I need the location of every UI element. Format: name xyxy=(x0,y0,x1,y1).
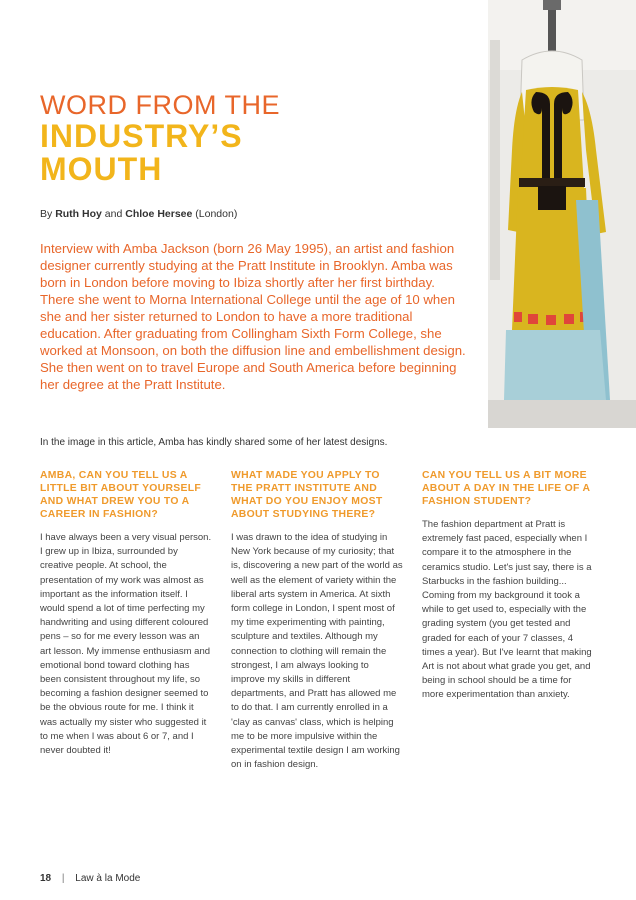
publication-name: Law à la Mode xyxy=(75,873,141,884)
page-number: 18 xyxy=(40,873,52,884)
column-3 xyxy=(422,469,594,703)
photo-dress-illustration xyxy=(488,0,636,428)
column-2 xyxy=(231,469,403,772)
question-heading-3: CAN YOU TELL US A BIT MORE ABOUT A DAY IN THE LIFE OF A FASHION STUDENT? xyxy=(422,470,590,507)
article-title xyxy=(40,90,460,186)
title-line-2: INDUSTRY’S xyxy=(40,118,243,154)
intro-paragraph: Interview with Amba Jackson (born 26 May 1995), an artist and fashion designer currently studying at the Pratt Institute in Brooklyn. Amba was born in London before moving to Ibiza shortly after her first birthday. There she went to Morna International College until the age of 10 when she and her sister returned to London to have a more traditional education. After graduating from Collingham Sixth Form College, she worked at Monsoon, on both the diffusion line and embellishment design. She then went on to travel Europe and South America before beginning her degree at the Pratt Institute. xyxy=(40,241,466,392)
page-footer xyxy=(40,873,140,884)
answer-body-1: I have always been a very visual person. I grew up in Ibiza, surrounded by creative people. At school, the presentation of my work was almost as important as the information itself. I would spend a lot of time perfecting my handwriting and using different coloured pens – so for me every lesson was an art lesson. My immense enthusiasm and emotional bond toward clothing has been consistent throughout my life, so becoming a fashion designer seemed to be the obvious route for me. I think it was actually my sister who suggested it to me when I was about 6 or 7, and I never doubted it! xyxy=(40,532,212,757)
author-1: Ruth Hoy xyxy=(55,208,102,220)
byline-and: and xyxy=(104,208,123,220)
column-1 xyxy=(40,469,212,758)
answer-body-3: The fashion department at Pratt is extremely fast paced, especially when I compare it to the atmosphere in the ceramics studio. Let's just say, there is a Starbucks in the fashion building... Coming from my background it took a while to get used to, especially with the grading system (you get tested and graded for each of your 7 classes, 4 times a year). But I've learnt that making Art is not about what grade you get, and being in school should be a time for more experimentation than anxiety. xyxy=(422,519,592,701)
footer-separator: | xyxy=(61,873,65,884)
byline-prefix: By xyxy=(40,208,53,220)
question-heading-2: WHAT MADE YOU APPLY TO THE PRATT INSTITUTE AND WHAT DO YOU ENJOY MOST ABOUT STUDYING THERE? xyxy=(231,470,383,520)
question-heading-1: AMBA, CAN YOU TELL US A LITTLE BIT ABOUT YOURSELF AND WHAT DREW YOU TO A CAREER IN FASHION? xyxy=(40,470,202,520)
title-line-1: WORD FROM THE xyxy=(40,90,280,120)
title-line-3: MOUTH xyxy=(40,151,163,187)
byline-location: (London) xyxy=(195,208,238,220)
answer-body-2: I was drawn to the idea of studying in New York because of my curiosity; that is, discovering a new part of the world as well as the element of variety within the liberal arts system in America. At sixth form college in London, I spent most of my time experimenting with painting, sculpture and textiles. Although my connection to clothing will remain the strongest, I am always looking to improve my skills in different departments, and Pratt has allowed me to do that. I am currently enrolled in a 'clay as canvas' class, which is helping me to be more impulsive within the experimental textile design I am working on in fashion design. xyxy=(231,532,403,771)
author-2: Chloe Hersee xyxy=(125,208,193,220)
dress-photo xyxy=(488,0,636,428)
byline xyxy=(40,208,237,220)
image-caption: In the image in this article, Amba has kindly shared some of her latest designs. xyxy=(40,437,388,448)
